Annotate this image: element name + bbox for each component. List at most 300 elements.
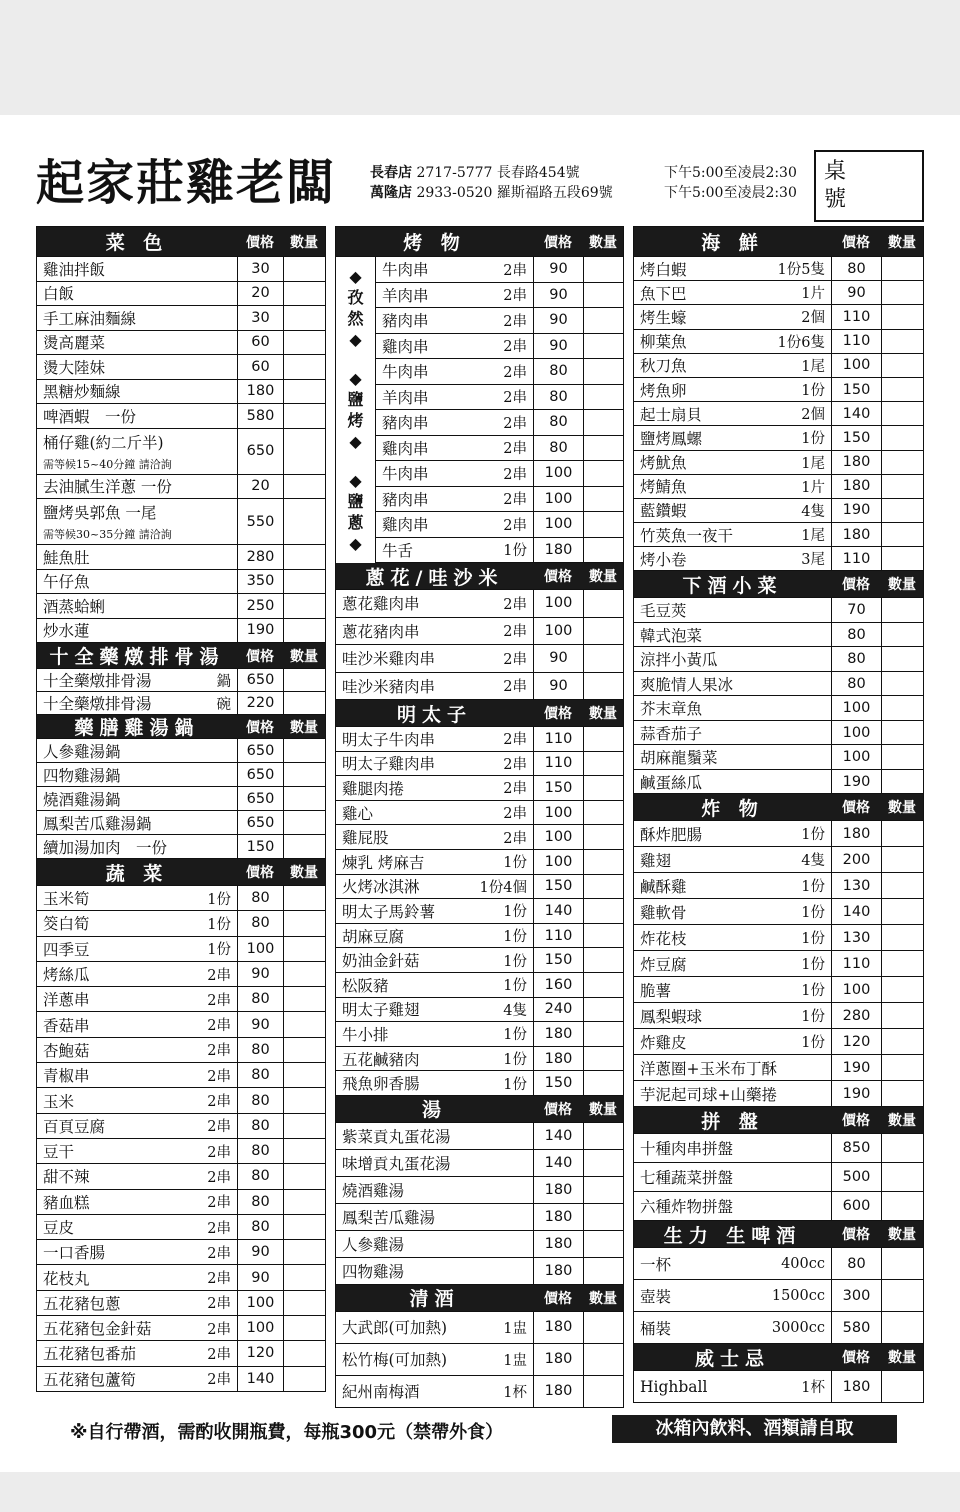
quantity-cell[interactable] xyxy=(881,1280,923,1311)
menu-item-row xyxy=(37,739,325,763)
quantity-cell[interactable] xyxy=(283,669,325,691)
menu-item-unit: 1份 xyxy=(503,1027,527,1044)
quantity-cell[interactable] xyxy=(881,672,923,696)
menu-item-name xyxy=(634,354,831,377)
quantity-cell[interactable] xyxy=(283,692,325,714)
quantity-cell[interactable] xyxy=(283,1164,325,1188)
menu-item-label: 毛豆莢 xyxy=(640,602,687,621)
menu-item-note: 需等候15~40分鐘 請洽詢 xyxy=(43,457,172,471)
menu-item-label: 燙大陸妹 xyxy=(43,358,106,377)
quantity-cell[interactable] xyxy=(881,770,923,794)
menu-item-name xyxy=(634,951,831,976)
menu-item-unit: 1盅 xyxy=(503,1320,527,1337)
quantity-cell[interactable] xyxy=(283,1265,325,1289)
menu-item-price: 100 xyxy=(831,745,881,769)
quantity-cell[interactable] xyxy=(583,1177,623,1203)
quantity-cell[interactable] xyxy=(583,752,623,776)
menu-item-label: 六種炸物拼盤 xyxy=(640,1198,734,1217)
quantity-cell[interactable] xyxy=(283,1240,325,1264)
menu-item-label: 一杯 xyxy=(640,1255,672,1274)
quantity-cell[interactable] xyxy=(283,257,325,281)
menu-item-price: 80 xyxy=(237,1063,283,1087)
quantity-cell[interactable] xyxy=(283,1316,325,1340)
quantity-cell[interactable] xyxy=(583,645,623,672)
menu-item-unit: 1杯 xyxy=(503,1384,527,1401)
quantity-cell[interactable] xyxy=(583,257,623,282)
menu-item-price: 180 xyxy=(831,523,881,546)
menu-item-price: 100 xyxy=(533,801,583,825)
menu-item-name xyxy=(37,1012,237,1036)
menu-item-row xyxy=(634,847,923,873)
quantity-cell[interactable] xyxy=(283,962,325,986)
menu-item-row xyxy=(37,811,325,835)
quantity-cell[interactable] xyxy=(881,1371,923,1402)
menu-item-label: 奶油金針菇 xyxy=(342,952,420,971)
menu-item-unit: 2串 xyxy=(207,1195,231,1212)
qty-header: 數量 xyxy=(888,577,916,594)
menu-item-price: 80 xyxy=(831,623,881,647)
table-number-box[interactable] xyxy=(814,150,924,222)
quantity-cell[interactable] xyxy=(283,1367,325,1391)
quantity-cell[interactable] xyxy=(283,499,325,544)
quantity-cell[interactable] xyxy=(583,1047,623,1071)
menu-item-label: 雞肉串 xyxy=(382,439,429,458)
menu-item-row xyxy=(336,776,623,801)
menu-item-name xyxy=(634,598,831,622)
menu-item-price: 650 xyxy=(237,429,283,474)
quantity-cell[interactable] xyxy=(283,545,325,569)
qty-header: 數量 xyxy=(290,719,318,736)
quantity-cell[interactable] xyxy=(881,925,923,950)
menu-item-name xyxy=(336,850,533,874)
menu-item-row xyxy=(336,1150,623,1177)
price-header: 價格 xyxy=(544,706,572,722)
menu-item-label: 蒜香茄子 xyxy=(640,724,703,743)
menu-item-row xyxy=(634,977,923,1003)
quantity-cell[interactable] xyxy=(881,598,923,622)
quantity-cell[interactable] xyxy=(583,590,623,617)
quantity-cell[interactable] xyxy=(283,811,325,834)
qty-header: 數量 xyxy=(888,1227,916,1244)
qty-header: 數量 xyxy=(290,648,318,665)
menu-item-name xyxy=(634,925,831,950)
menu-item-price: 850 xyxy=(831,1134,881,1162)
section-header xyxy=(37,715,325,739)
menu-item-row xyxy=(634,257,923,281)
menu-item-price: 110 xyxy=(831,305,881,328)
menu-item-label: 牛肉串 xyxy=(382,363,429,382)
quantity-cell[interactable] xyxy=(881,402,923,425)
quantity-cell[interactable] xyxy=(283,429,325,474)
section-title: 烤 物 xyxy=(403,232,466,254)
menu-item-row xyxy=(37,429,325,475)
menu-item-label: 松阪豬 xyxy=(342,976,389,995)
menu-item-price: 160 xyxy=(533,973,583,997)
menu-item-label: 燒酒雞湯 xyxy=(342,1181,405,1200)
quantity-cell[interactable] xyxy=(283,306,325,330)
quantity-cell[interactable] xyxy=(881,451,923,474)
quantity-cell[interactable] xyxy=(283,475,325,499)
menu-item-label: 起士扇貝 xyxy=(640,405,703,424)
menu-item-row xyxy=(336,283,623,309)
quantity-cell[interactable] xyxy=(583,385,623,410)
menu-item-unit: 2串 xyxy=(503,679,527,696)
quantity-cell[interactable] xyxy=(283,1139,325,1163)
price-header: 價格 xyxy=(246,648,274,665)
menu-item-price: 580 xyxy=(237,404,283,428)
menu-item-label: 煉乳 烤麻吉 xyxy=(342,853,425,872)
menu-item-name xyxy=(336,973,533,997)
quantity-cell[interactable] xyxy=(881,1134,923,1162)
menu-item-label: 蔥花雞肉串 xyxy=(342,595,420,614)
menu-item-row xyxy=(37,1012,325,1037)
menu-item-row xyxy=(37,911,325,936)
menu-item-price: 80 xyxy=(237,1038,283,1062)
menu-item-price: 140 xyxy=(831,899,881,924)
quantity-cell[interactable] xyxy=(283,404,325,428)
menu-item-row xyxy=(634,770,923,795)
menu-item-price: 180 xyxy=(533,538,583,563)
quantity-cell[interactable] xyxy=(881,378,923,401)
menu-item-price: 90 xyxy=(237,1012,283,1036)
quantity-cell[interactable] xyxy=(583,673,623,700)
quantity-cell[interactable] xyxy=(283,1114,325,1138)
quantity-cell[interactable] xyxy=(583,461,623,486)
quantity-cell[interactable] xyxy=(881,257,923,280)
quantity-cell[interactable] xyxy=(583,973,623,997)
menu-item-unit: 1份 xyxy=(503,855,527,872)
self-service-note: 冰箱內飲料、酒類請自取 xyxy=(612,1415,897,1443)
menu-item-unit: 1份 xyxy=(801,931,825,948)
menu-item-row xyxy=(37,1063,325,1088)
quantity-cell[interactable] xyxy=(881,499,923,522)
quantity-cell[interactable] xyxy=(283,1088,325,1112)
section-header xyxy=(37,227,325,257)
section-header xyxy=(37,859,325,886)
quantity-cell[interactable] xyxy=(881,1192,923,1220)
menu-item-name xyxy=(37,1265,237,1289)
menu-item-label: 午仔魚 xyxy=(43,573,90,592)
menu-item-name xyxy=(634,1055,831,1080)
quantity-cell[interactable] xyxy=(283,763,325,786)
menu-item-name xyxy=(634,378,831,401)
menu-item-price: 110 xyxy=(831,951,881,976)
quantity-cell[interactable] xyxy=(583,1150,623,1176)
quantity-cell[interactable] xyxy=(283,886,325,910)
section-header xyxy=(336,1096,623,1123)
menu-item-label: 七種蔬菜拼盤 xyxy=(640,1169,734,1188)
menu-item-row xyxy=(336,1231,623,1258)
qty-header: 數量 xyxy=(589,706,617,722)
menu-item-label: 黑糖炒麵線 xyxy=(43,383,121,402)
quantity-cell[interactable] xyxy=(881,696,923,720)
price-header: 價格 xyxy=(544,234,572,251)
quantity-cell[interactable] xyxy=(283,1038,325,1062)
quantity-cell[interactable] xyxy=(583,512,623,537)
menu-item-name xyxy=(336,801,533,825)
quantity-cell[interactable] xyxy=(583,436,623,461)
quantity-cell[interactable] xyxy=(881,847,923,872)
quantity-cell[interactable] xyxy=(283,787,325,810)
quantity-cell[interactable] xyxy=(283,570,325,594)
price-header: 價格 xyxy=(246,719,274,736)
quantity-cell[interactable] xyxy=(881,426,923,449)
menu-item-price: 280 xyxy=(831,1003,881,1028)
menu-item-row xyxy=(634,623,923,648)
menu-item-name xyxy=(634,770,831,794)
menu-item-price: 110 xyxy=(831,330,881,353)
quantity-cell[interactable] xyxy=(881,281,923,304)
menu-item-price: 90 xyxy=(533,283,583,308)
menu-item-unit: 1盅 xyxy=(503,1352,527,1369)
menu-item-unit: 1片 xyxy=(801,286,825,303)
menu-item-name xyxy=(336,1123,533,1149)
menu-item-unit: 1尾 xyxy=(801,528,825,545)
menu-item-name xyxy=(37,886,237,910)
quantity-cell[interactable] xyxy=(583,1312,623,1343)
quantity-cell[interactable] xyxy=(583,825,623,849)
menu-item-label: 脆薯 xyxy=(640,981,672,1000)
quantity-cell[interactable] xyxy=(881,1081,923,1106)
menu-item-name xyxy=(634,899,831,924)
menu-item-label: 明太子牛肉串 xyxy=(342,730,436,749)
quantity-cell[interactable] xyxy=(881,523,923,546)
quantity-cell[interactable] xyxy=(583,850,623,874)
menu-item-unit: 2串 xyxy=(207,1169,231,1186)
menu-item-name xyxy=(37,1114,237,1138)
quantity-cell[interactable] xyxy=(881,977,923,1002)
menu-item-note: 需等候30~35分鐘 請洽詢 xyxy=(43,528,172,541)
quantity-cell[interactable] xyxy=(583,283,623,308)
grill-group-char: 然 xyxy=(347,309,364,328)
menu-item-row xyxy=(336,899,623,924)
grill-group-label xyxy=(336,359,376,461)
quantity-cell[interactable] xyxy=(881,951,923,976)
grill-group-label xyxy=(336,257,376,359)
menu-item-unit: 1份 xyxy=(801,983,825,1000)
menu-item-name xyxy=(37,1240,237,1264)
menu-item-label: 牛肉串 xyxy=(382,465,429,484)
quantity-cell[interactable] xyxy=(881,1163,923,1191)
menu-item-unit: 2串 xyxy=(503,781,527,798)
quantity-cell[interactable] xyxy=(583,875,623,899)
price-header: 價格 xyxy=(544,1101,572,1118)
grill-group-char: 孜 xyxy=(347,288,364,307)
quantity-cell[interactable] xyxy=(881,475,923,498)
quantity-cell[interactable] xyxy=(283,1012,325,1036)
menu-item-label: 烤鯖魚 xyxy=(640,478,687,497)
quantity-cell[interactable] xyxy=(283,937,325,961)
quantity-cell[interactable] xyxy=(881,547,923,570)
menu-item-label: 鹽烤吳郭魚 一尾 xyxy=(43,504,157,522)
menu-item-label: 松竹梅(可加熱) xyxy=(342,1351,448,1370)
quantity-cell[interactable] xyxy=(583,538,623,563)
store-changchun: 長春店 2717-5777 長春路454號 xyxy=(370,165,580,181)
quantity-cell[interactable] xyxy=(881,745,923,769)
grill-group-char: 鹽 xyxy=(347,390,364,409)
menu-item-row xyxy=(336,1376,623,1408)
quantity-cell[interactable] xyxy=(283,1063,325,1087)
menu-item-price: 180 xyxy=(533,1022,583,1046)
quantity-cell[interactable] xyxy=(881,1003,923,1028)
menu-item-price: 100 xyxy=(237,937,283,961)
menu-item-name xyxy=(634,257,831,280)
quantity-cell[interactable] xyxy=(583,334,623,359)
quantity-cell[interactable] xyxy=(283,594,325,618)
menu-item-price: 190 xyxy=(831,770,881,794)
menu-item-unit: 1份 xyxy=(801,383,825,400)
qty-header: 數量 xyxy=(589,569,617,585)
menu-item-price: 180 xyxy=(533,1047,583,1071)
grill-group-char: ◆ xyxy=(349,471,362,490)
menu-item-label: 飛魚卵香腸 xyxy=(342,1075,420,1094)
menu-item-label: 青椒串 xyxy=(43,1067,90,1086)
quantity-cell[interactable] xyxy=(283,380,325,404)
menu-item-unit: 2個 xyxy=(801,407,825,424)
quantity-cell[interactable] xyxy=(583,1344,623,1375)
menu-item-label: 雞肉串 xyxy=(382,516,429,535)
menu-item-price: 180 xyxy=(237,380,283,404)
menu-item-name xyxy=(336,1022,533,1046)
menu-item-name xyxy=(37,1038,237,1062)
quantity-cell[interactable] xyxy=(583,1123,623,1149)
section-header xyxy=(634,227,923,257)
section-title: 菜 色 xyxy=(105,232,169,254)
quantity-cell[interactable] xyxy=(583,618,623,645)
quantity-cell[interactable] xyxy=(881,821,923,846)
quantity-cell[interactable] xyxy=(583,948,623,972)
menu-item-label: 人參雞湯 xyxy=(342,1235,405,1254)
menu-item-price: 650 xyxy=(237,669,283,691)
quantity-cell[interactable] xyxy=(881,1055,923,1080)
price-header: 價格 xyxy=(544,569,572,585)
quantity-cell[interactable] xyxy=(881,305,923,328)
quantity-cell[interactable] xyxy=(583,924,623,948)
quantity-cell[interactable] xyxy=(283,331,325,355)
quantity-cell[interactable] xyxy=(283,1190,325,1214)
quantity-cell[interactable] xyxy=(881,873,923,898)
menu-item-price: 80 xyxy=(831,647,881,671)
menu-item-price: 100 xyxy=(831,721,881,745)
quantity-cell[interactable] xyxy=(283,911,325,935)
quantity-cell[interactable] xyxy=(583,487,623,512)
corkage-note: ※自行帶酒，需酌收開瓶費，每瓶300元（禁帶外食） xyxy=(70,1422,504,1443)
menu-item-label: 玉米 xyxy=(43,1092,75,1111)
menu-item-price: 90 xyxy=(237,1265,283,1289)
quantity-cell[interactable] xyxy=(583,359,623,384)
menu-item-unit: 2串 xyxy=(503,262,527,279)
quantity-cell[interactable] xyxy=(881,1248,923,1279)
quantity-cell[interactable] xyxy=(881,623,923,647)
price-header: 價格 xyxy=(842,577,870,594)
quantity-cell[interactable] xyxy=(881,899,923,924)
quantity-cell[interactable] xyxy=(881,721,923,745)
menu-item-name xyxy=(634,1280,831,1311)
menu-item-price: 100 xyxy=(237,1291,283,1315)
quantity-cell[interactable] xyxy=(583,727,623,751)
quantity-cell[interactable] xyxy=(283,739,325,762)
quantity-cell[interactable] xyxy=(583,1258,623,1284)
menu-item-name xyxy=(634,402,831,425)
menu-item-label: 炒水蓮 xyxy=(43,622,90,641)
menu-item-label: Highball xyxy=(640,1377,708,1396)
section-title: 拼 盤 xyxy=(701,1110,764,1133)
menu-item-label: 洋蔥串 xyxy=(43,991,90,1010)
menu-item-row xyxy=(336,590,623,618)
quantity-cell[interactable] xyxy=(583,1231,623,1257)
quantity-cell[interactable] xyxy=(583,1204,623,1230)
menu-item-name xyxy=(336,825,533,849)
menu-item-label: 鹹蛋絲瓜 xyxy=(640,773,703,792)
menu-item-label: 桶裝 xyxy=(640,1319,672,1338)
menu-item-price: 190 xyxy=(831,499,881,522)
menu-item-unit: 1份 xyxy=(207,942,231,959)
menu-item-unit: 2串 xyxy=(207,1220,231,1237)
quantity-cell[interactable] xyxy=(881,1312,923,1343)
section-title: 明太子 xyxy=(396,703,472,726)
quantity-cell[interactable] xyxy=(283,282,325,306)
menu-item-row xyxy=(634,925,923,951)
menu-item-label: 紫菜貢丸蛋花湯 xyxy=(342,1127,451,1146)
quantity-cell[interactable] xyxy=(283,1341,325,1365)
menu-item-row xyxy=(37,257,325,282)
quantity-cell[interactable] xyxy=(283,987,325,1011)
quantity-cell[interactable] xyxy=(283,619,325,643)
menu-item-label: 炸花枝 xyxy=(640,929,687,948)
menu-item-name xyxy=(634,1312,831,1343)
quantity-cell[interactable] xyxy=(881,647,923,671)
menu-item-name xyxy=(37,404,237,428)
quantity-cell[interactable] xyxy=(881,330,923,353)
menu-item-row xyxy=(336,801,623,826)
quantity-cell[interactable] xyxy=(283,835,325,858)
menu-item-unit: 2串 xyxy=(503,651,527,668)
menu-item-name xyxy=(634,647,831,671)
quantity-cell[interactable] xyxy=(583,776,623,800)
quantity-cell[interactable] xyxy=(283,1291,325,1315)
menu-item-price: 110 xyxy=(533,727,583,751)
menu-item-name xyxy=(634,1081,831,1106)
quantity-cell[interactable] xyxy=(583,1376,623,1407)
quantity-cell[interactable] xyxy=(583,1022,623,1046)
menu-item-row xyxy=(336,752,623,777)
menu-item-name xyxy=(37,545,237,569)
quantity-cell[interactable] xyxy=(881,1029,923,1054)
menu-item-price: 650 xyxy=(237,763,283,786)
quantity-cell[interactable] xyxy=(583,998,623,1022)
menu-item-price: 90 xyxy=(237,1240,283,1264)
menu-item-name xyxy=(336,645,533,672)
menu-item-row xyxy=(336,538,623,564)
quantity-cell[interactable] xyxy=(881,354,923,377)
menu-item-label: 鹹酥雞 xyxy=(640,877,687,896)
menu-item-name xyxy=(37,282,237,306)
quantity-cell[interactable] xyxy=(583,801,623,825)
menu-item-price: 650 xyxy=(237,739,283,762)
quantity-cell[interactable] xyxy=(283,1215,325,1239)
quantity-cell[interactable] xyxy=(583,899,623,923)
menu-item-price: 180 xyxy=(533,1231,583,1257)
menu-item-unit: 2串 xyxy=(503,830,527,847)
quantity-cell[interactable] xyxy=(283,355,325,379)
menu-item-label: 雞肉串 xyxy=(382,337,429,356)
menu-item-row xyxy=(336,1312,623,1344)
menu-item-label: 柳葉魚 xyxy=(640,333,687,352)
quantity-cell[interactable] xyxy=(583,410,623,435)
menu-column-2 xyxy=(335,226,624,1408)
quantity-cell[interactable] xyxy=(583,1071,623,1095)
quantity-cell[interactable] xyxy=(583,308,623,333)
